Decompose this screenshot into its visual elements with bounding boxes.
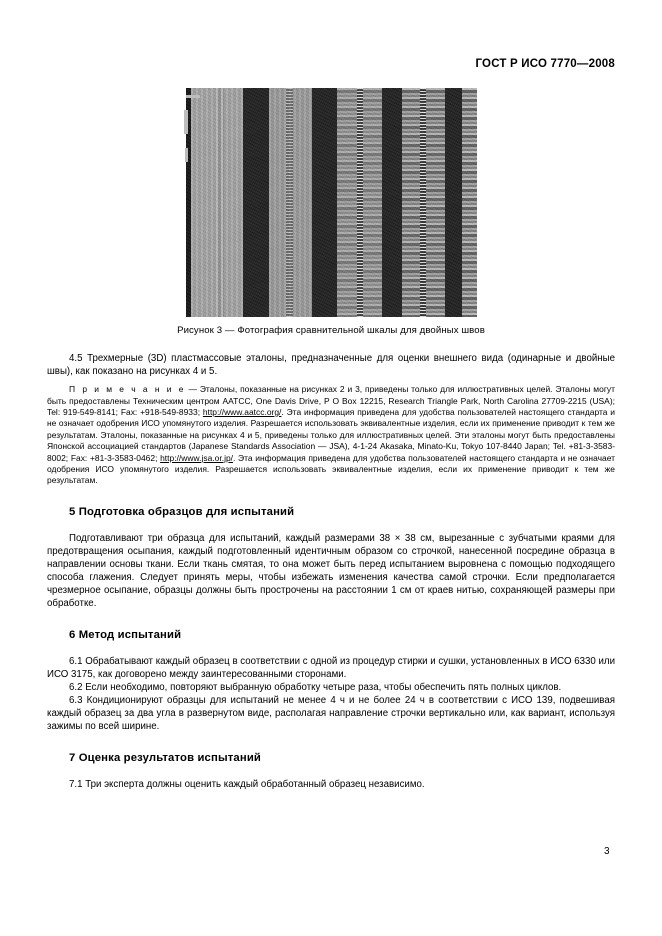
note-text-part-1: Эталоны, показанные на рисунках 2 и 3, приведены только для иллюстративных целей. Эталоны могут быть предоставлены Техническим центром AATCC, One Davis Drive, P O Box 12215, Research Triangle Park, North Carolina 27709-2215 (USA); Tel: 919-549-8141; Fax: +918-549-8933; [47,384,616,417]
heading-section-7: 7 Оценка результатов испытаний [69,752,262,765]
scan-artifact-3 [185,148,188,162]
photo-panel-2-seam [286,88,293,317]
figure-3 [0,88,662,336]
photo-gap-2 [312,88,337,317]
note-paragraph [47,384,615,487]
photo-panel-4-seam [420,88,426,317]
note-text-part-2: . Эта информация приведена для удобства пользователей настоящего стандарта и не означает одобрения ИСО упомянутого изделия. Разрешается использовать эквивалентные изделия, если их применение приводит к тем же результатам. Эталоны, показанные на рисунках 4 и 5, приведены только для иллюстративных целей. Эти эталоны могут быть предоставлены Японской ассоциацией стандартов (Japanese Standards Association — JSA), 4-1-24 Akasaka, Minato-Ku, Tokyo 107-8440 Japan; Tel. +81-3-3583-8002; Fax: +81-3-3583-0462; [47,406,616,463]
heading-section-6: 6 Метод испытаний [69,629,182,642]
note-text-part-3: . Эта информация приведена для удобства пользователей настоящего стандарта и не означает одобрения ИСО упомянутого изделия. Разрешается использовать эквивалентные изделия, если их применение приводит к тем же результатам. [47,452,615,486]
figure-3-photograph [186,88,477,317]
photo-panel-5-pucker [462,88,477,317]
paragraph-section-5: Подготавливают три образца для испытаний, каждый размерами 38 × 38 см, вырезанные с зубчатыми краями для предотвращения осыпания, каждый подготовленный идентичным образом со строчкой, нанесенной посредине образца в направлении основы ткани. Если ткань смятая, то она может быть перед испытанием выровнена с помощью подходящего способа глажения. Следует принять меры, чтобы избежать изменения качества самой строчки. Если предполагается чрезмерное осыпание, образцы должны быть прострочены на расстоянии 1 см от краев нитью, сохраняющей размеры при обработке. [47,532,615,609]
photo-gap-3 [382,88,402,317]
paragraph-7-1: 7.1 Три эксперта должны оценить каждый обработанный образец независимо. [69,779,425,791]
scan-artifact-2 [184,110,188,134]
jsa-url-link[interactable]: http://www.jsa.or.jp/ [160,452,234,463]
note-dash: — [185,384,200,395]
heading-section-5: 5 Подготовка образцов для испытаний [69,505,295,518]
page-header-standard-ref: ГОСТ Р ИСО 7770—2008 [475,58,615,70]
scan-artifact-1 [186,95,200,98]
note-label: П р и м е ч а н и е [69,384,186,395]
page-number: 3 [604,846,610,857]
photo-gap-1 [243,88,269,317]
photo-panel-1-seam-shadow [216,88,224,317]
aatcc-url-link[interactable]: http://www.aatcc.org/ [202,406,282,417]
figure-3-caption: Рисунок 3 — Фотография сравнительной шкалы для двойных швов [177,325,485,336]
document-body [47,352,615,791]
paragraph-6-2: 6.2 Если необходимо, повторяют выбранную обработку четыре раза, чтобы обеспечить пять полных циклов. [69,682,562,694]
paragraph-6-1: 6.1 Обрабатывают каждый образец в соответствии с одной из процедур стирки и сушки, установленных в ИСО 6330 или ИСО 3175, как договорено между заинтересованными сторонами. [47,656,615,681]
paragraph-6-3: 6.3 Кондиционируют образцы для испытаний не менее 4 ч и не более 24 ч в соответствии с ИСО 139, подвешивая каждый образец за два угла в развернутом виде, располагая направление строчки вертикально или, как вариант, используя зажимы по всей ширине. [47,695,615,733]
photo-gap-4 [445,88,462,317]
paragraph-4-5: 4.5 Трехмерные (3D) пластмассовые эталоны, предназначенные для оценки внешнего вида (одинарные и двойные швы), как показано на рисунках 4 и 5. [47,353,615,378]
photo-panel-3-seam [357,88,363,317]
